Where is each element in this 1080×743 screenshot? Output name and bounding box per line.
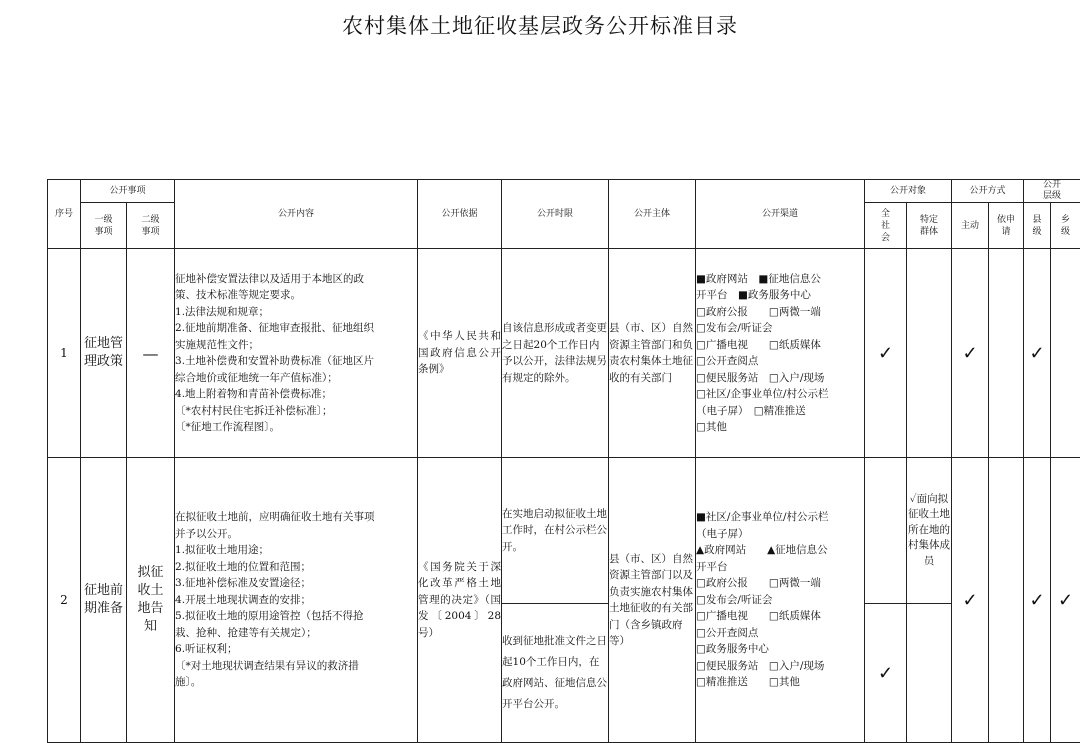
- header-channels: 公开渠道: [696, 180, 865, 249]
- header-township: 乡级: [1051, 203, 1080, 249]
- table-row: [48, 249, 1080, 458]
- header-active: 主动: [952, 203, 989, 249]
- check-icon: ✓: [1024, 249, 1051, 458]
- row-subject: 县（市、区）自然资源主管部门和负责农村集体土地征收的有关部门: [609, 249, 696, 458]
- row-timing-b: 收到征地批准文件之日起10个工作日内，在政府网站、征地信息公开平台公开。: [502, 604, 609, 743]
- row-content: 征地补偿安置法律以及适用于本地区的政 策、技术标准等规定要求。 1.法律法规和规章； 2.征地前期准备、征地审查报批、征地组织 实施规范性文件； 3.土地补偿费和安置补助费标准（征地区片 综合地价或征地统一年产值标准）； 4.地上附着物和青苗补偿费标准； 〔*农村村民住宅拆迁补偿标准〕； 〔*征地工作流程图〕。: [175, 249, 418, 458]
- check-icon: ✓: [865, 249, 907, 458]
- page-title: 农村集体土地征收基层政务公开标准目录: [0, 10, 1080, 40]
- check-icon: ✓: [865, 604, 907, 743]
- header-timing: 公开时限: [502, 180, 609, 249]
- header-seq: 序号: [48, 180, 81, 249]
- header-content: 公开内容: [175, 180, 418, 249]
- row-specific-group-b: [907, 604, 952, 743]
- header-method: 公开方式: [952, 180, 1024, 203]
- check-icon: ✓: [952, 458, 989, 743]
- row-subject: 县（市、区）自然资源主管部门以及负责实施农村集体土地征收的有关部门（含乡镇政府等）: [609, 458, 696, 743]
- row-level2: —: [127, 249, 175, 458]
- row-all-society-a: [865, 458, 907, 604]
- check-icon: ✓: [1024, 458, 1051, 743]
- header-all-society: 全社会: [865, 203, 907, 249]
- header-basis: 公开依据: [418, 180, 502, 249]
- row-timing-a: 在实地启动拟征收土地工作时，在村公示栏公开。: [502, 458, 609, 604]
- header-level2: 二级事项: [127, 203, 175, 249]
- row-on-request: [989, 458, 1024, 743]
- table-row: [48, 458, 1080, 604]
- header-level1: 一级事项: [81, 203, 127, 249]
- row-level1: 征地管理政策: [81, 249, 127, 458]
- header-specific-group: 特定群体: [907, 203, 952, 249]
- row-channels: ■政府网站 ■征地信息公 开平台 ■政务服务中心 □政府公报 □两微一端 □发布会/听证会 □广播电视 □纸质媒体 □公开查阅点 □便民服务站 □入户/现场 □社区/企事业单位/村公示栏 （电子屏） □精准推送 □其他: [696, 249, 865, 458]
- header-level: 公开层级: [1024, 180, 1080, 203]
- header-subject: 公开主体: [609, 180, 696, 249]
- row-township: [1051, 249, 1080, 458]
- header-county: 县级: [1024, 203, 1051, 249]
- row-level2: 拟征收土地告知: [127, 458, 175, 743]
- row-level1: 征地前期准备: [81, 458, 127, 743]
- row-channels: ■社区/企事业单位/村公示栏 （电子屏） ▲政府网站 ▲征地信息公 开平台 □政府公报 □两微一端 □发布会/听证会 □广播电视 □纸质媒体 □公开查阅点 □政务服务中心 □便民服务站 □入户/现场 □精准推送 □其他: [696, 458, 865, 743]
- header-target: 公开对象: [865, 180, 952, 203]
- row-basis: 《中华人民共和国政府信息公开条例》: [418, 249, 502, 458]
- check-icon: ✓: [1051, 458, 1080, 743]
- row-specific-group: [907, 249, 952, 458]
- header-matters: 公开事项: [81, 180, 175, 203]
- check-icon: ✓: [952, 249, 989, 458]
- row-timing: 自该信息形成或者变更之日起20个工作日内予以公开，法律法规另有规定的除外。: [502, 249, 609, 458]
- header-on-request: 依申请: [989, 203, 1024, 249]
- row-basis: 《国务院关于深化改革严格土地管理的决定》（国发〔2004〕28号）: [418, 458, 502, 743]
- row-seq: 1: [48, 249, 81, 458]
- row-on-request: [989, 249, 1024, 458]
- row-seq: 2: [48, 458, 81, 743]
- row-content: 在拟征收土地前，应明确征收土地有关事项 并予以公开。 1.拟征收土地用途； 2.拟征收土地的位置和范围； 3.征地补偿标准及安置途径； 4.开展土地现状调查的安排； 5.拟征收土地的原用途管控（包括不得抢 栽、抢种、抢建等有关规定）； 6.听证权利； 〔*对土地现状调查结果有异议的救济措 施〕。: [175, 458, 418, 743]
- row-specific-group: ✓面向拟征收土地所在地的村集体成员: [907, 458, 952, 604]
- catalog-table: [47, 179, 1080, 743]
